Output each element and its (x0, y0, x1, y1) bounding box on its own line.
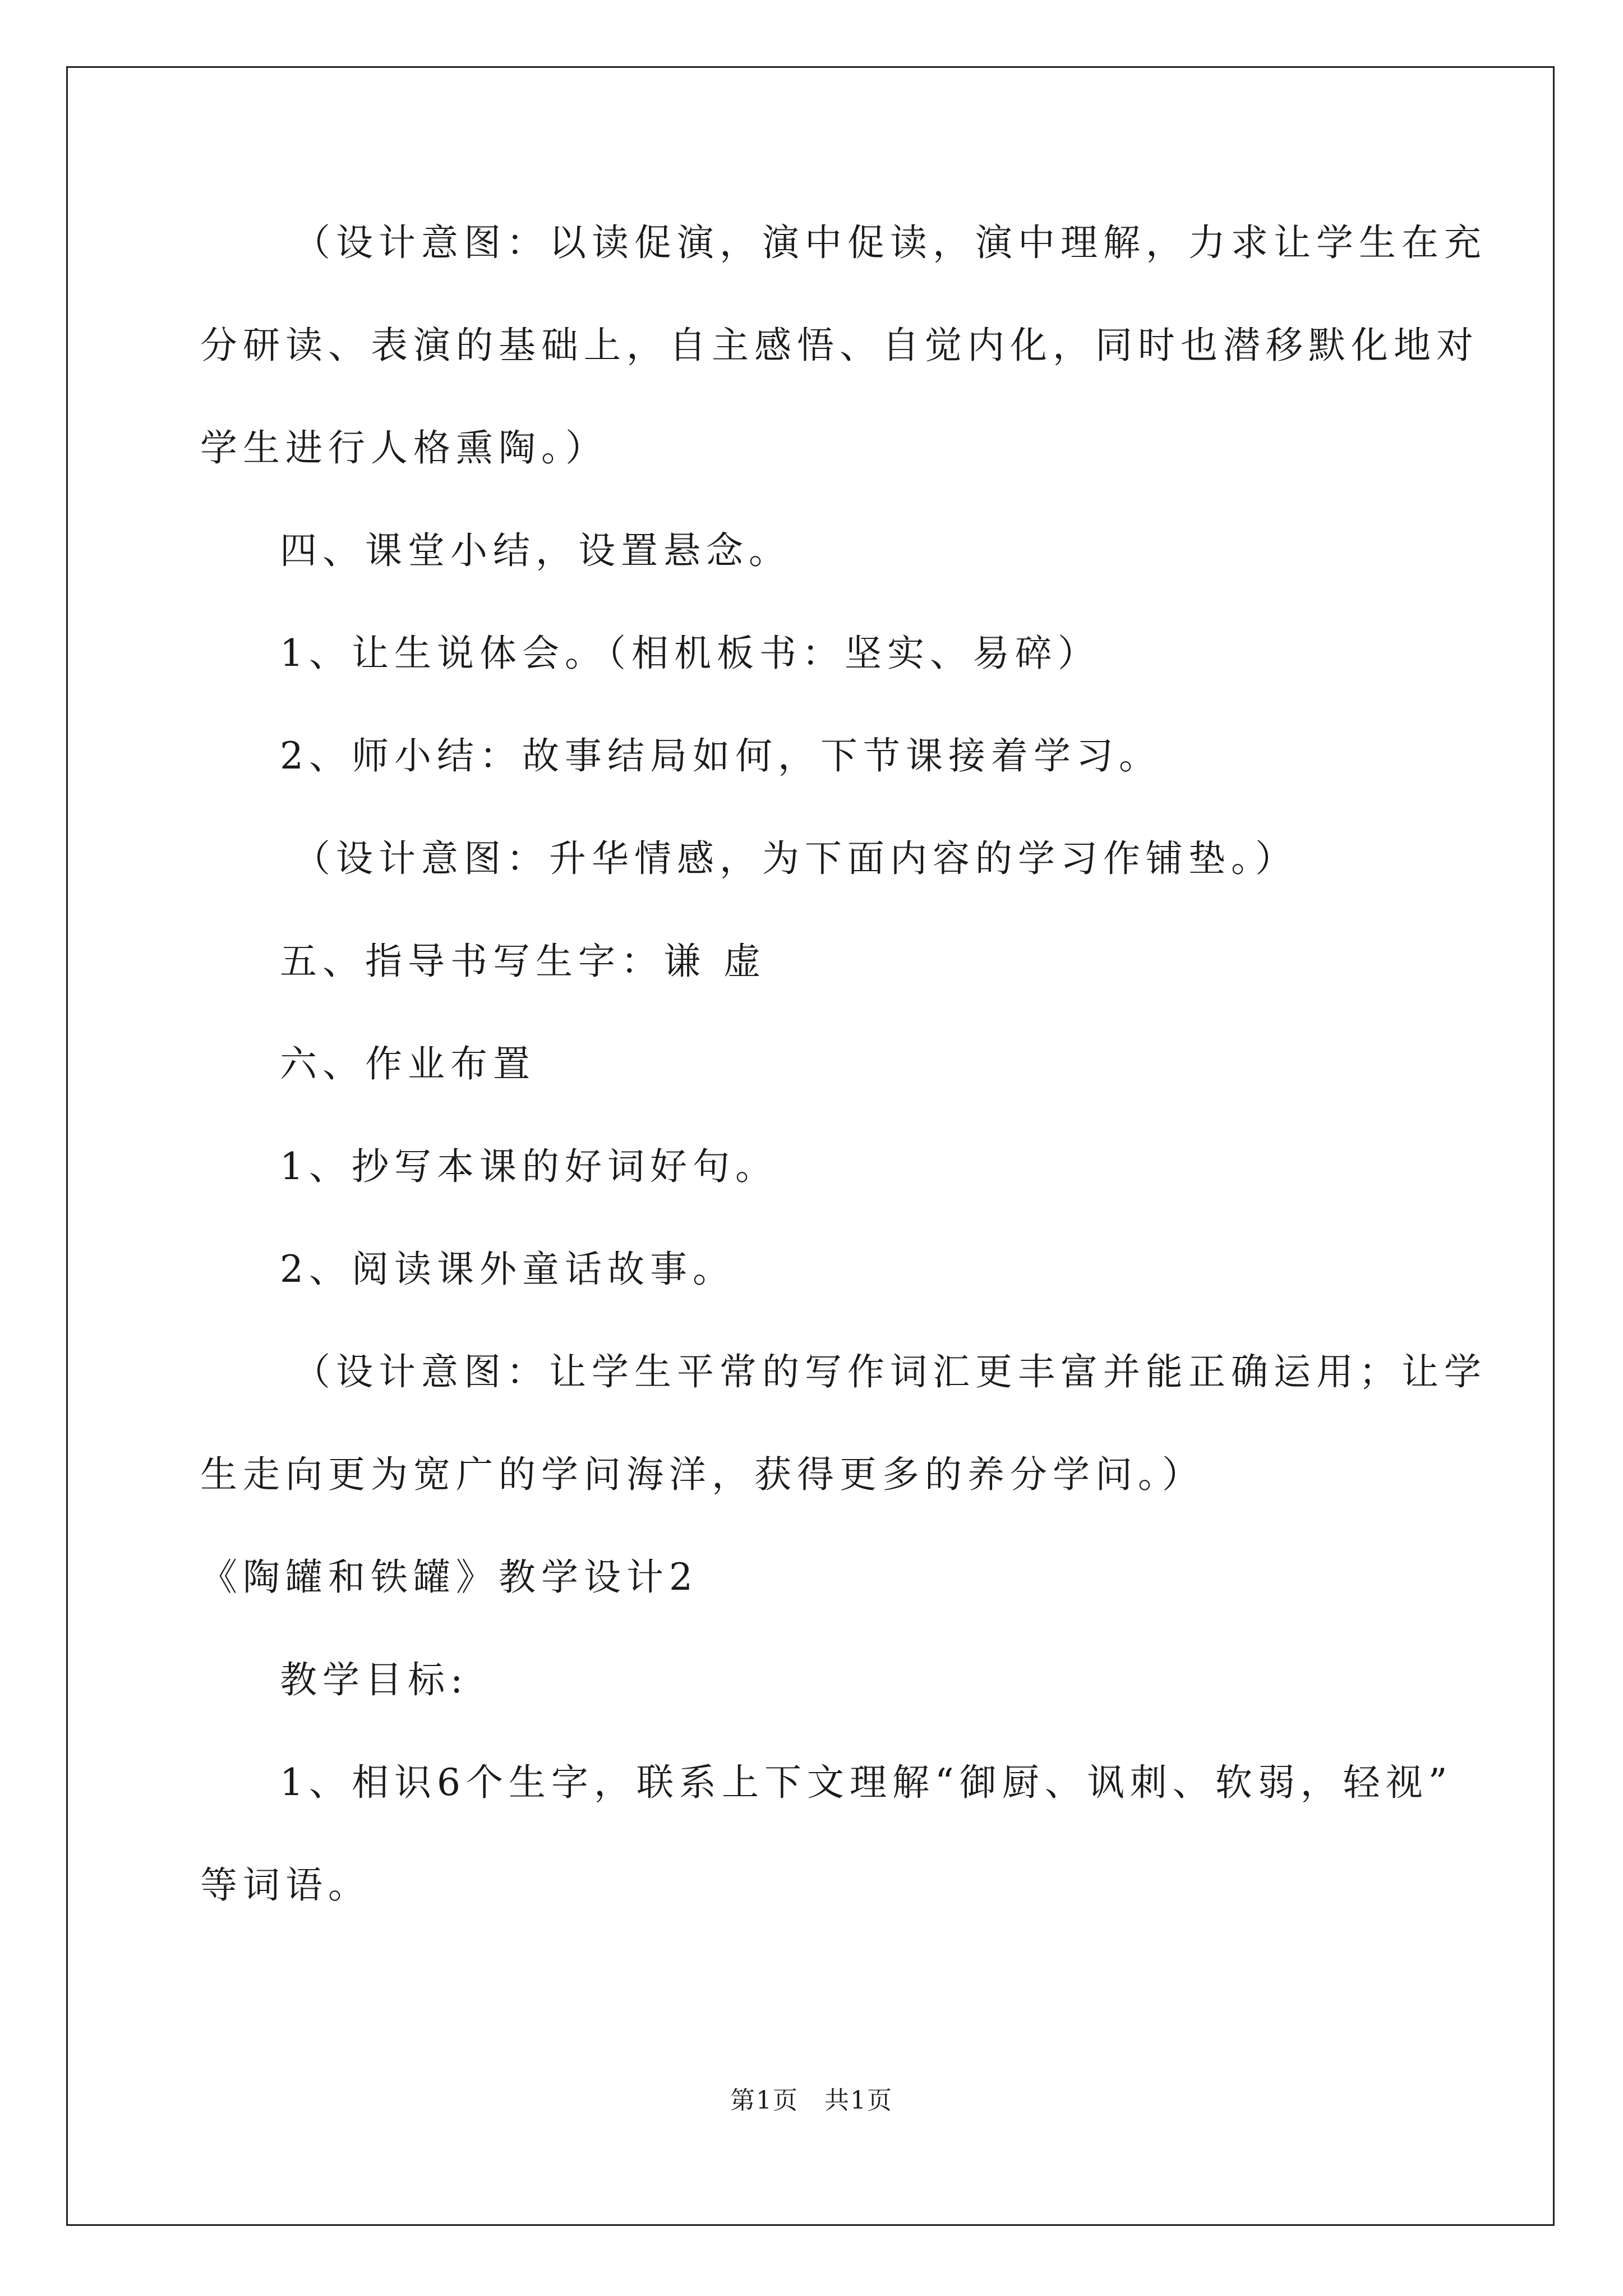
paragraph-design-intent-2: （设计意图：升华情感，为下面内容的学习作铺垫。） (293, 837, 1298, 880)
list-item-homework-2: 2、阅读课外童话故事。 (280, 1248, 735, 1291)
paragraph-design-intent-1-line3: 学生进行人格熏陶。） (200, 426, 608, 470)
paragraph-design-intent-3-line1: （设计意图：让学生平常的写作词汇更丰富并能正确运用；让学 (293, 1350, 1487, 1393)
paragraph-design-intent-1-line1: （设计意图：以读促演，演中促读，演中理解，力求让学生在充 (293, 221, 1487, 264)
teaching-goal-1-line2: 等词语。 (200, 1864, 371, 1907)
paragraph-design-intent-1-line2: 分研读、表演的基础上，自主感悟、自觉内化，同时也潜移默化地对 (200, 324, 1479, 367)
list-item-summary-1: 1、让生说体会。（相机板书：坚实、易碎） (280, 632, 1100, 675)
list-item-summary-2: 2、师小结：故事结局如何，下节课接着学习。 (280, 734, 1161, 777)
teaching-goal-1-line1: 1、相识6个生字，联系上下文理解“御厨、讽刺、软弱，轻视” (280, 1761, 1453, 1804)
section-heading-summary: 四、课堂小结，设置悬念。 (280, 529, 791, 572)
list-item-homework-1: 1、抄写本课的好词好句。 (280, 1145, 778, 1188)
section-heading-writing: 五、指导书写生字：谦 虚 (280, 940, 766, 983)
paragraph-design-intent-3-line2: 生走向更为宽广的学问海洋，获得更多的养分学问。） (200, 1453, 1205, 1496)
document-section-title: 《陶罐和铁罐》教学设计2 (200, 1556, 698, 1599)
teaching-goals-heading: 教学目标: (280, 1658, 469, 1701)
section-heading-homework: 六、作业布置 (280, 1042, 536, 1085)
page-footer: 第1页 共1页 (730, 2086, 893, 2115)
